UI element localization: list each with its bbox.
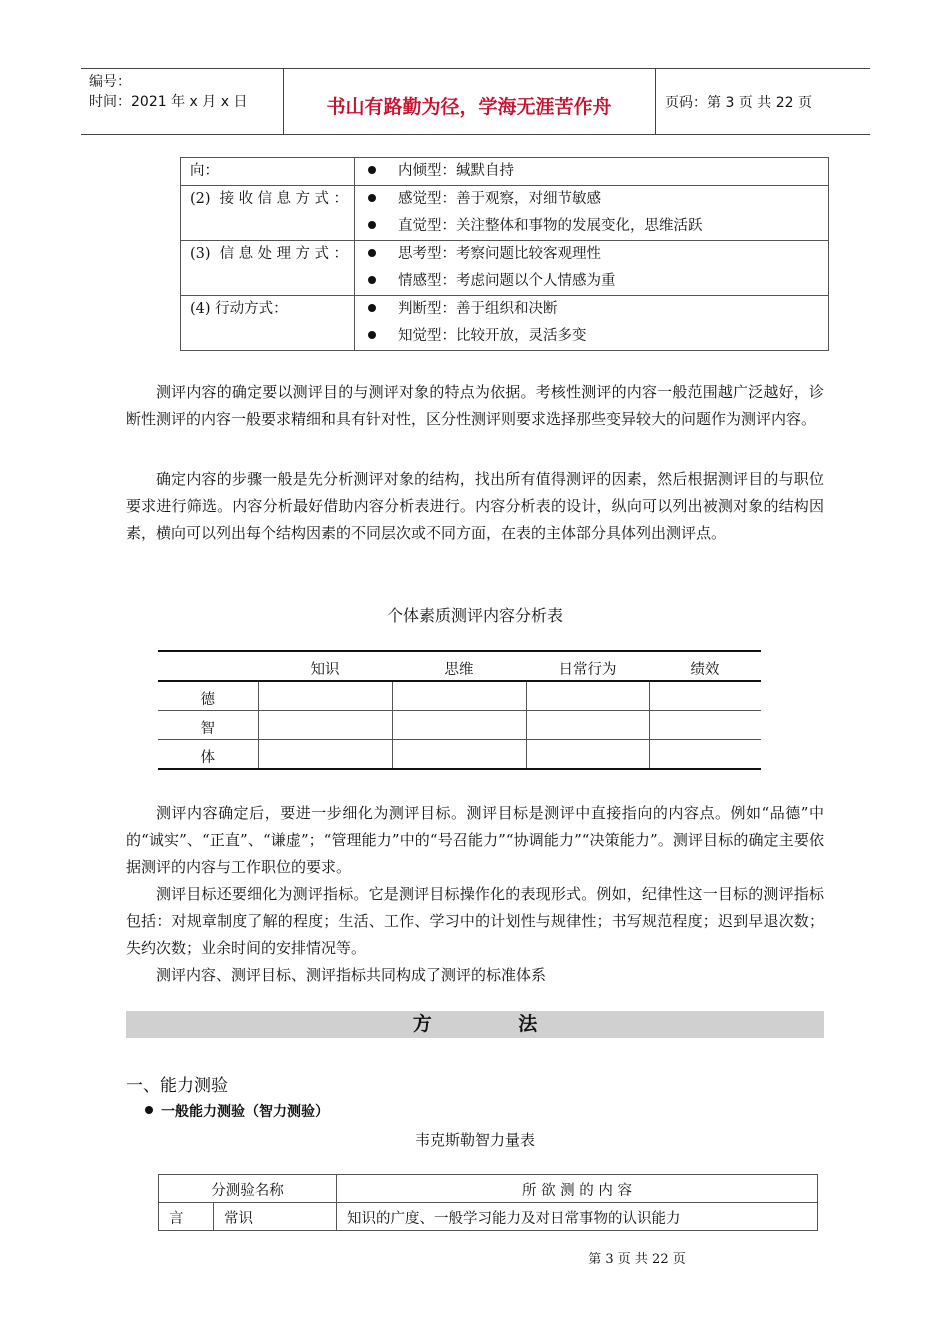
header-motto: 书山有路勤为径，学海无涯苦作舟 xyxy=(326,96,612,118)
page-footer: 第 3 页 共 22 页 xyxy=(588,1252,686,1267)
bullet-icon xyxy=(368,194,376,202)
table-row xyxy=(158,711,761,740)
header-page: 页码：第 3 页 共 22 页 xyxy=(665,95,812,111)
type-row-label: 向： xyxy=(181,158,355,186)
section-heading: 一、能力测验 xyxy=(126,1076,228,1096)
row-header: 智 xyxy=(158,711,258,740)
row-content: 知识的广度、一般学习能力及对日常事物的认识能力 xyxy=(337,1203,818,1231)
analysis-table-title: 个体素质测评内容分析表 xyxy=(386,606,563,625)
list-item: 思考型：考察问题比较客观理性 xyxy=(368,241,828,268)
bullet-icon xyxy=(368,304,376,312)
table-row xyxy=(158,681,761,711)
type-row xyxy=(181,241,829,296)
table-header-row xyxy=(159,1175,818,1203)
type-row-label: (4) 行动方式： xyxy=(181,296,355,351)
table-row xyxy=(159,1203,818,1231)
row-header: 德 xyxy=(158,681,258,711)
type-row xyxy=(181,186,829,241)
list-item: 情感型：考虑问题以个人情感为重 xyxy=(368,268,828,295)
row-group: 言 xyxy=(159,1203,214,1231)
column-header: 知识 xyxy=(258,651,392,681)
header-number: 编号： xyxy=(89,74,131,90)
column-header: 分测验名称 xyxy=(159,1175,337,1203)
analysis-table xyxy=(158,650,761,770)
header-time: 时间：2021 年 x 月 x 日 xyxy=(89,94,248,110)
page-header xyxy=(81,68,870,135)
column-header: 日常行为 xyxy=(526,651,649,681)
type-row xyxy=(181,158,829,186)
list-item: 知觉型：比较开放，灵活多变 xyxy=(368,323,828,350)
column-header: 绩效 xyxy=(649,651,761,681)
type-row xyxy=(181,296,829,351)
bullet-icon xyxy=(368,331,376,339)
table-row xyxy=(158,740,761,770)
column-header: 所 欲 测 的 内 容 xyxy=(337,1175,818,1203)
table-header-row xyxy=(158,651,761,681)
subsection-heading: 一般能力测验（智力测验） xyxy=(145,1101,329,1121)
section-band xyxy=(126,1011,824,1038)
type-row-label: (3) 信息处理方式： xyxy=(190,246,348,262)
bullet-icon xyxy=(145,1106,153,1114)
paragraph: 确定内容的步骤一般是先分析测评对象的结构，找出所有值得测评的因素，然后根据测评目的与职位要求进行筛选。内容分析最好借助内容分析表进行。内容分析表的设计，纵向可以列出被测对象的结构因素，横向可以列出每个结构因素的不同层次或不同方面，在表的主体部分具体列出测评点。 xyxy=(126,470,824,542)
row-header: 体 xyxy=(158,740,258,770)
list-item: 直觉型：关注整体和事物的发展变化，思维活跃 xyxy=(368,213,828,240)
bullet-icon xyxy=(368,166,376,174)
section-band-title: 方 法 xyxy=(412,1013,578,1035)
bullet-icon xyxy=(368,276,376,284)
bullet-icon xyxy=(368,221,376,229)
bullet-icon xyxy=(368,249,376,257)
column-header: 思维 xyxy=(392,651,526,681)
list-item: 感觉型：善于观察，对细节敏感 xyxy=(368,186,828,213)
paragraph: 测评内容、测评目标、测评指标共同构成了测评的标准体系 xyxy=(156,966,547,984)
type-table xyxy=(180,157,829,351)
row-name: 常识 xyxy=(214,1203,337,1231)
paragraph: 测评目标还要细化为测评指标。它是测评目标操作化的表现形式。例如，纪律性这一目标的测评指标包括：对规章制度了解的程度；生活、工作、学习中的计划性与规律性；书写规范程度；迟到早退次数；失约次数；业余时间的安排情况等。 xyxy=(126,885,824,957)
type-row-label: (2) 接收信息方式： xyxy=(190,191,348,207)
paragraph: 测评内容的确定要以测评目的与测评对象的特点为依据。考核性测评的内容一般范围越广泛越好，诊断性测评的内容一般要求精细和具有针对性，区分性测评则要求选择那些变异较大的问题作为测评内容。 xyxy=(126,383,824,428)
list-item: 内倾型：缄默自持 xyxy=(368,158,828,185)
wechsler-table xyxy=(158,1174,818,1231)
wechsler-title: 韦克斯勒智力量表 xyxy=(414,1131,535,1149)
list-item: 判断型：善于组织和决断 xyxy=(368,296,828,323)
paragraph: 测评内容确定后，要进一步细化为测评目标。测评目标是测评中直接指向的内容点。例如“品德”中的“诚实”、“正直”、“谦虚”；“管理能力”中的“号召能力”“协调能力”“决策能力”。测评目标的确定主要依据测评的内容与工作职位的要求。 xyxy=(126,804,824,876)
